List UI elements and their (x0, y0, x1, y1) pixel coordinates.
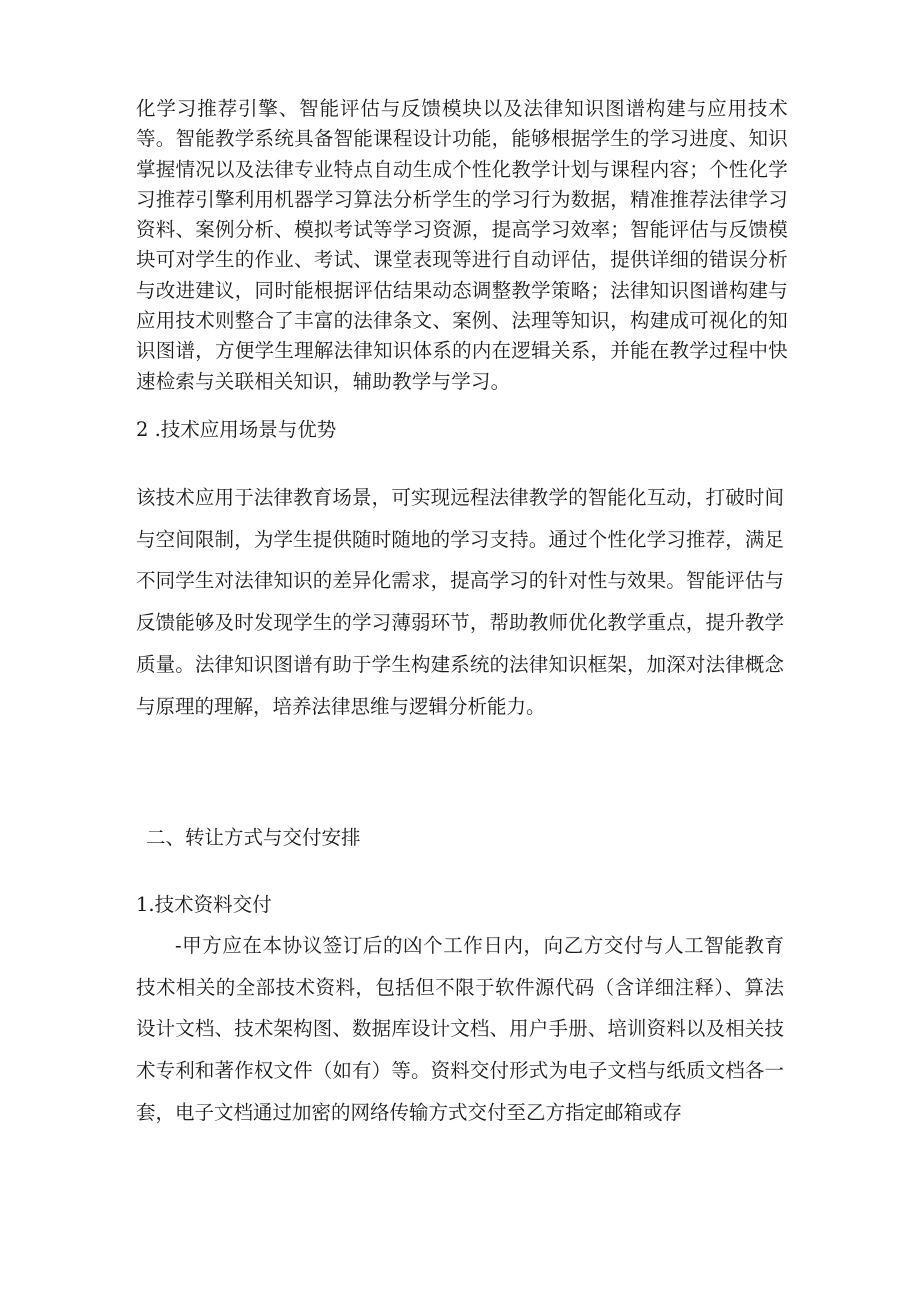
subheading-technical-materials: 1.技术资料交付 (136, 893, 272, 916)
subheading-application-scenarios: 2 .技术应用场景与优势 (136, 418, 337, 441)
scenario-paragraph: 该技术应用于法律教育场景，可实现远程法律教学的智能化互动，打破时间与空间限制，为学生提供随时随地的学习支持。通过个性化学习推荐，满足不同学生对法律知识的差异化需求，提高学习的针对性与效果。智能评估与反馈能够及时发现学生的学习薄弱环节，帮助教师优化教学重点，提升教学质量。法律知识图谱有助于学生构建系统的法律知识框架，加深对法律概念与原理的理解，培养法律思维与逻辑分析能力。 (136, 486, 784, 718)
intro-paragraph: 化学习推荐引擎、智能评估与反馈模块以及法律知识图谱构建与应用技术等。智能教学系统具备智能课程设计功能，能够根据学生的学习进度、知识掌握情况以及法律专业特点自动生成个性化教学计划与课程内容；个性化学习推荐引擎利用机器学习算法分析学生的学习行为数据，精准推荐法律学习资料、案例分析、模拟考试等学习资源，提高学习效率；智能评估与反馈模块可对学生的作业、考试、课堂表现等进行自动评估，提供详细的错误分析与改进建议，同时能根据评估结果动态调整教学策略；法律知识图谱构建与应用技术则整合了丰富的法律条文、案例、法理等知识，构建成可视化的知识图谱，方便学生理解法律知识体系的内在逻辑关系，并能在教学过程中快速检索与关联相关知识，辅助教学与学习。 (136, 97, 788, 393)
section-heading-transfer-delivery: 二、转让方式与交付安排 (146, 826, 361, 849)
delivery-paragraph: -甲方应在本协议签订后的凶个工作日内，向乙方交付与人工智能教育技术相关的全部技术资料，包括但不限于软件源代码（含详细注释）、算法设计文档、技术架构图、数据库设计文档、用户手册、培训资料以及相关技术专利和著作权文件（如有）等。资料交付形式为电子文档与纸质文档各一套，电子文档通过加密的网络传输方式交付至乙方指定邮箱或存 (136, 934, 784, 1124)
